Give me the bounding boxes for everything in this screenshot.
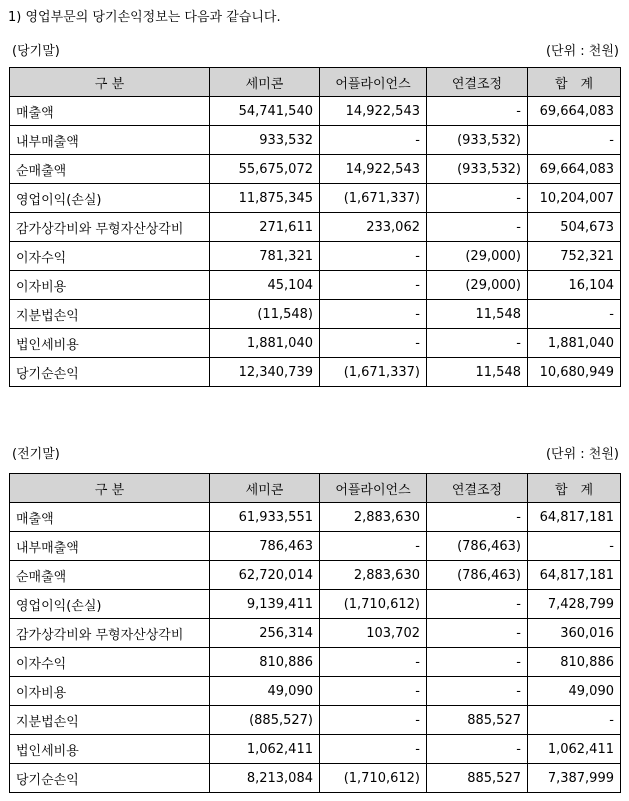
header-cell: 연결조정 (427, 474, 528, 503)
table-cell: 256,314 (210, 619, 320, 648)
table-cell: - (320, 242, 427, 271)
header-cell: 합 계 (528, 474, 621, 503)
table-cell: (1,671,337) (320, 184, 427, 213)
table-cell: 10,680,949 (528, 358, 621, 387)
table-row (10, 590, 621, 619)
table-cell: 233,062 (320, 213, 427, 242)
table-cell: (1,710,612) (320, 764, 427, 793)
table-row (10, 503, 621, 532)
table-cell: - (320, 126, 427, 155)
table-cell: (933,532) (427, 126, 528, 155)
table-cell: - (320, 677, 427, 706)
table-cell: (885,527) (210, 706, 320, 735)
table-header (10, 474, 621, 503)
table-row (10, 242, 621, 271)
table-cell: 64,817,181 (528, 561, 621, 590)
table-cell: 504,673 (528, 213, 621, 242)
header-cell: 구 분 (10, 474, 210, 503)
row-label: 내부매출액 (10, 126, 210, 155)
table-cell: 7,387,999 (528, 764, 621, 793)
table-cell: 12,340,739 (210, 358, 320, 387)
table-row (10, 213, 621, 242)
table-cell: (29,000) (427, 271, 528, 300)
table-cell: 1,062,411 (528, 735, 621, 764)
table-row (10, 329, 621, 358)
table-cell: - (320, 706, 427, 735)
table-cell: 1,881,040 (528, 329, 621, 358)
table-cell: - (320, 329, 427, 358)
row-label: 내부매출액 (10, 532, 210, 561)
row-label: 감가상각비와 무형자산상각비 (10, 213, 210, 242)
table-cell: - (320, 735, 427, 764)
table-cell: - (427, 213, 528, 242)
table-cell: - (528, 300, 621, 329)
table-cell: - (528, 706, 621, 735)
prior-period-table (9, 473, 621, 793)
row-label: 순매출액 (10, 155, 210, 184)
table-cell: (786,463) (427, 561, 528, 590)
table-cell: 11,875,345 (210, 184, 320, 213)
prior-unit-label: (단위 : 천원) (545, 447, 619, 462)
current-period-table (9, 67, 621, 387)
table-cell: 64,817,181 (528, 503, 621, 532)
table-cell: 16,104 (528, 271, 621, 300)
table-row (10, 706, 621, 735)
row-label: 지분법손익 (10, 300, 210, 329)
table-cell: 810,886 (528, 648, 621, 677)
table-cell: - (320, 271, 427, 300)
row-label: 법인세비용 (10, 329, 210, 358)
row-label: 매출액 (10, 97, 210, 126)
table-cell: 14,922,543 (320, 97, 427, 126)
table-cell: 810,886 (210, 648, 320, 677)
header-cell: 어플라이언스 (320, 474, 427, 503)
table-cell: - (427, 590, 528, 619)
header-cell: 세미콘 (210, 474, 320, 503)
current-unit-label: (단위 : 천원) (545, 44, 619, 59)
table-cell: 2,883,630 (320, 503, 427, 532)
row-label: 이자수익 (10, 648, 210, 677)
header-cell: 구 분 (10, 68, 210, 97)
table-cell: 752,321 (528, 242, 621, 271)
table-row (10, 648, 621, 677)
table-cell: - (427, 677, 528, 706)
table-cell: 786,463 (210, 532, 320, 561)
table-cell: 14,922,543 (320, 155, 427, 184)
table-cell: - (320, 648, 427, 677)
table-cell: 11,548 (427, 300, 528, 329)
table-cell: - (427, 619, 528, 648)
table-row (10, 155, 621, 184)
table-cell: 885,527 (427, 764, 528, 793)
table-cell: 1,881,040 (210, 329, 320, 358)
header-cell: 세미콘 (210, 68, 320, 97)
header-cell: 합 계 (528, 68, 621, 97)
header-cell: 연결조정 (427, 68, 528, 97)
header-cell: 어플라이언스 (320, 68, 427, 97)
table-header (10, 68, 621, 97)
row-label: 이자비용 (10, 271, 210, 300)
table-cell: 11,548 (427, 358, 528, 387)
table-cell: 7,428,799 (528, 590, 621, 619)
table-cell: (29,000) (427, 242, 528, 271)
table-cell: 62,720,014 (210, 561, 320, 590)
table-cell: 103,702 (320, 619, 427, 648)
table-cell: - (528, 126, 621, 155)
row-label: 당기순손익 (10, 358, 210, 387)
table-cell: (11,548) (210, 300, 320, 329)
table-cell: 69,664,083 (528, 155, 621, 184)
table-cell: 271,611 (210, 213, 320, 242)
row-label: 당기순손익 (10, 764, 210, 793)
table-cell: (1,671,337) (320, 358, 427, 387)
table-cell: 1,062,411 (210, 735, 320, 764)
row-label: 영업이익(손실) (10, 184, 210, 213)
table-cell: (786,463) (427, 532, 528, 561)
table-cell: - (427, 329, 528, 358)
table-cell: 45,104 (210, 271, 320, 300)
table-cell: 49,090 (528, 677, 621, 706)
row-label: 지분법손익 (10, 706, 210, 735)
table-row (10, 97, 621, 126)
table-cell: - (427, 735, 528, 764)
table-cell: - (427, 184, 528, 213)
table-cell: 49,090 (210, 677, 320, 706)
intro-text: 1) 영업부문의 당기손익정보는 다음과 같습니다. (8, 10, 281, 25)
table-row (10, 561, 621, 590)
table-row (10, 358, 621, 387)
table-cell: - (427, 97, 528, 126)
table-row (10, 184, 621, 213)
row-label: 이자수익 (10, 242, 210, 271)
row-label: 순매출액 (10, 561, 210, 590)
row-label: 법인세비용 (10, 735, 210, 764)
table-cell: 54,741,540 (210, 97, 320, 126)
table-cell: - (320, 300, 427, 329)
row-label: 감가상각비와 무형자산상각비 (10, 619, 210, 648)
table-cell: 933,532 (210, 126, 320, 155)
table-row (10, 126, 621, 155)
table-cell: 781,321 (210, 242, 320, 271)
table-cell: 2,883,630 (320, 561, 427, 590)
row-label: 매출액 (10, 503, 210, 532)
table-cell: (1,710,612) (320, 590, 427, 619)
table-cell: 55,675,072 (210, 155, 320, 184)
table-row (10, 677, 621, 706)
table-row (10, 735, 621, 764)
current-period-label: (당기말) (12, 44, 60, 59)
table-cell: - (320, 532, 427, 561)
table-cell: - (427, 503, 528, 532)
table-cell: (933,532) (427, 155, 528, 184)
table-cell: 10,204,007 (528, 184, 621, 213)
table-cell: 61,933,551 (210, 503, 320, 532)
table-row (10, 619, 621, 648)
row-label: 영업이익(손실) (10, 590, 210, 619)
table-cell: 8,213,084 (210, 764, 320, 793)
table-cell: 360,016 (528, 619, 621, 648)
table-cell: - (427, 648, 528, 677)
prior-period-label: (전기말) (12, 447, 60, 462)
row-label: 이자비용 (10, 677, 210, 706)
table-cell: 69,664,083 (528, 97, 621, 126)
table-cell: 9,139,411 (210, 590, 320, 619)
table-row (10, 764, 621, 793)
table-cell: - (528, 532, 621, 561)
table-row (10, 300, 621, 329)
table-row (10, 271, 621, 300)
table-row (10, 532, 621, 561)
table-cell: 885,527 (427, 706, 528, 735)
